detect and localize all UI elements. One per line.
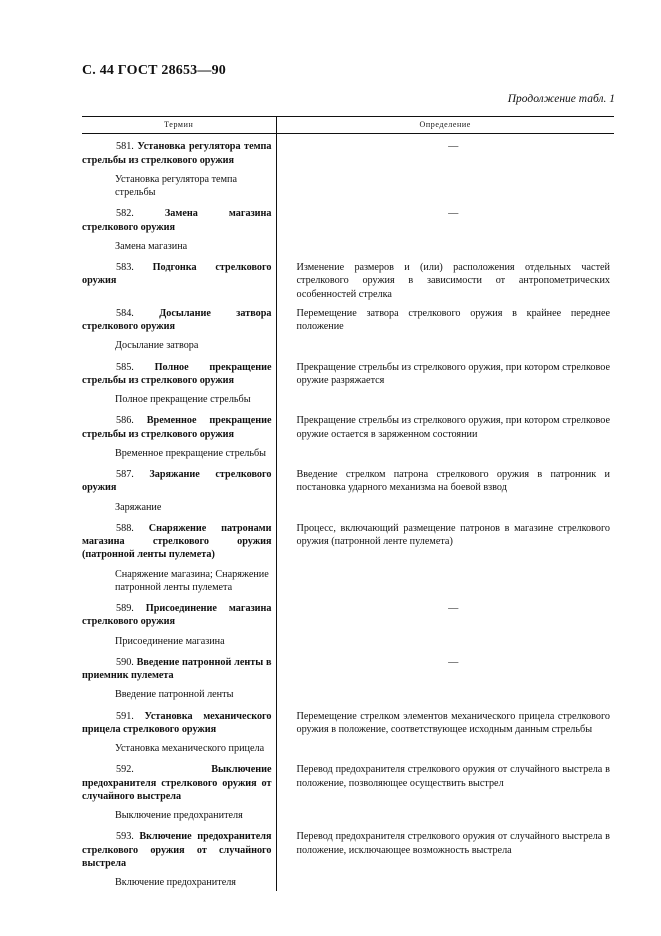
synonym-cell <box>82 387 276 408</box>
synonym-cell <box>82 441 276 462</box>
term-cell <box>82 134 276 167</box>
term-text <box>82 307 272 334</box>
term-number: 589. <box>116 603 134 615</box>
term-number: 583. <box>116 262 134 274</box>
synonym-row <box>82 803 614 824</box>
table-header-row <box>82 117 614 134</box>
definition-text: Перевод предохранителя стрелкового оружия от случайного выстрела в положение, исключающее возможность выстрела <box>296 831 610 856</box>
empty-definition-cell <box>276 441 614 462</box>
term-cell <box>82 650 276 683</box>
table-row <box>82 301 614 334</box>
term-name: Включение предохранителя стрелкового оружия от случайного выстрела <box>82 831 272 869</box>
definition-cell <box>276 134 614 167</box>
table-row <box>82 201 614 234</box>
empty-definition-cell <box>276 682 614 703</box>
table-body <box>82 134 614 892</box>
definition-text: Введение стрелком патрона стрелкового оружия в патронник и постановка ударного механизма на боевой взвод <box>296 469 610 494</box>
term-name: Выключение предохранителя стрелкового оружия от случайного выстрела <box>82 764 272 802</box>
synonym-text: Выключение предохранителя <box>115 810 243 822</box>
term-text <box>82 207 272 234</box>
term-number: 584. <box>116 307 134 319</box>
term-cell <box>82 301 276 334</box>
term-number: 592. <box>116 764 134 776</box>
definition-text: Изменение размеров и (или) расположения отдельных частей стрелкового оружия в зависимости от антропометрических особенностей стрелка <box>296 262 610 300</box>
column-header-definition: Определение <box>276 117 614 134</box>
synonym-text: Установка регулятора темпа стрельбы <box>115 173 238 199</box>
definition-text: — <box>448 141 459 153</box>
synonym-row <box>82 387 614 408</box>
definition-cell <box>276 301 614 334</box>
term-number: 586. <box>116 415 134 427</box>
synonym-row <box>82 441 614 462</box>
synonym-text: Замена магазина <box>115 240 188 252</box>
synonym-text: Включение предохранителя <box>115 877 236 889</box>
term-text <box>82 763 272 803</box>
term-name: Установка регулятора темпа стрельбы из стрелкового оружия <box>82 141 272 166</box>
synonym-row <box>82 495 614 516</box>
definition-cell <box>276 201 614 234</box>
table-row <box>82 516 614 562</box>
synonym-text: Введение патронной ленты <box>115 689 234 701</box>
synonym-text: Присоединение магазина <box>115 635 225 647</box>
table-row <box>82 134 614 167</box>
page-header: С. 44 ГОСТ 28653—90 <box>82 63 226 78</box>
terms-table <box>82 116 614 891</box>
empty-definition-cell <box>276 333 614 354</box>
definition-text: — <box>448 603 459 615</box>
synonym-row <box>82 333 614 354</box>
definition-cell <box>276 757 614 803</box>
term-text <box>82 140 272 167</box>
term-cell <box>82 408 276 441</box>
term-number: 588. <box>116 522 134 534</box>
synonym-row <box>82 234 614 255</box>
term-text <box>82 830 272 870</box>
synonym-text: Установка механического прицела <box>115 743 265 755</box>
term-cell <box>82 255 276 301</box>
term-name: Замена магазина стрелкового оружия <box>82 208 272 233</box>
empty-definition-cell <box>276 870 614 891</box>
synonym-cell <box>82 333 276 354</box>
synonym-cell <box>82 629 276 650</box>
table-row <box>82 596 614 629</box>
definition-cell <box>276 516 614 562</box>
term-cell <box>82 462 276 495</box>
synonym-cell <box>82 736 276 757</box>
synonym-text: Полное прекращение стрельбы <box>115 394 251 406</box>
table-row <box>82 408 614 441</box>
definition-cell <box>276 355 614 388</box>
definition-text: — <box>448 656 459 668</box>
definition-text: Процесс, включающий размещение патронов в магазине стрелкового оружия (патронной ленте пулемета) <box>296 522 610 548</box>
term-number: 590. <box>116 656 134 668</box>
definition-cell <box>276 650 614 683</box>
empty-definition-cell <box>276 803 614 824</box>
table-row <box>82 462 614 495</box>
term-text <box>82 414 272 441</box>
term-text <box>82 656 272 683</box>
synonym-row <box>82 167 614 202</box>
term-cell <box>82 757 276 803</box>
empty-definition-cell <box>276 234 614 255</box>
term-text <box>82 361 272 388</box>
term-text <box>82 261 272 288</box>
term-cell <box>82 596 276 629</box>
term-name: Снаряжение патронами магазина стрелкового оружия (патронной ленты пулемета) <box>82 522 272 561</box>
term-cell <box>82 704 276 737</box>
empty-definition-cell <box>276 562 614 597</box>
term-number: 585. <box>116 361 134 373</box>
term-name: Досылание затвора стрелкового оружия <box>82 307 272 333</box>
term-name: Присоединение магазина стрелкового оружия <box>82 603 272 628</box>
term-name: Заряжание стрелкового оружия <box>82 469 272 494</box>
definition-cell <box>276 408 614 441</box>
definition-cell <box>276 462 614 495</box>
term-cell <box>82 201 276 234</box>
term-name: Подгонка стрелкового оружия <box>82 262 272 287</box>
table-row <box>82 355 614 388</box>
definition-cell <box>276 596 614 629</box>
term-number: 593. <box>116 831 134 843</box>
definition-text: Перевод предохранителя стрелкового оружия от случайного выстрела в положение, позволяющее осуществить выстрел <box>296 764 610 789</box>
term-name: Временное прекращение стрельбы из стрелкового оружия <box>82 415 272 440</box>
table-row <box>82 757 614 803</box>
definition-text: Прекращение стрельбы из стрелкового оружия, при котором стрелковое оружие разряжается <box>296 361 610 386</box>
synonym-cell <box>82 495 276 516</box>
table-row <box>82 824 614 870</box>
term-name: Полное прекращение стрельбы из стрелкового оружия <box>82 361 272 386</box>
term-number: 591. <box>116 710 134 722</box>
table-row <box>82 255 614 301</box>
definition-cell <box>276 704 614 737</box>
empty-definition-cell <box>276 736 614 757</box>
term-text <box>82 468 272 495</box>
table-row <box>82 704 614 737</box>
synonym-text: Заряжание <box>115 501 162 513</box>
synonym-row <box>82 562 614 597</box>
term-cell <box>82 824 276 870</box>
term-number: 581. <box>116 141 134 153</box>
synonym-text: Временное прекращение стрельбы <box>115 447 267 459</box>
definition-cell <box>276 255 614 301</box>
empty-definition-cell <box>276 167 614 202</box>
term-number: 587. <box>116 469 134 481</box>
synonym-cell <box>82 682 276 703</box>
term-text <box>82 522 272 562</box>
term-name: Установка механического прицела стрелкового оружия <box>82 710 272 735</box>
term-name: Введение патронной ленты в приемник пулемета <box>82 656 272 682</box>
synonym-cell <box>82 562 276 597</box>
column-header-term: Термин <box>82 117 276 134</box>
term-number: 582. <box>116 208 134 220</box>
synonym-cell <box>82 167 276 202</box>
definition-text: Перемещение затвора стрелкового оружия в крайнее переднее положение <box>296 307 610 333</box>
term-text <box>82 602 272 629</box>
synonym-cell <box>82 870 276 891</box>
definition-cell <box>276 824 614 870</box>
term-cell <box>82 355 276 388</box>
synonym-text: Досылание затвора <box>115 340 199 352</box>
synonym-cell <box>82 234 276 255</box>
synonym-row <box>82 870 614 891</box>
definition-text: — <box>448 208 459 220</box>
term-text <box>82 710 272 737</box>
term-cell <box>82 516 276 562</box>
synonym-cell <box>82 803 276 824</box>
synonym-row <box>82 736 614 757</box>
definition-text: Перемещение стрелком элементов механического прицела стрелкового оружия в положение, соответствующее исходным данным стрельбы <box>296 710 610 735</box>
table-row <box>82 650 614 683</box>
empty-definition-cell <box>276 387 614 408</box>
empty-definition-cell <box>276 495 614 516</box>
synonym-text: Снаряжение магазина; Снаряжение патронной ленты пулемета <box>115 568 269 593</box>
table-continued-label: Продолжение табл. 1 <box>507 93 615 105</box>
empty-definition-cell <box>276 629 614 650</box>
synonym-row <box>82 629 614 650</box>
synonym-row <box>82 682 614 703</box>
definition-text: Прекращение стрельбы из стрелкового оружия, при котором стрелковое оружие остается в заряженном состоянии <box>296 415 610 440</box>
